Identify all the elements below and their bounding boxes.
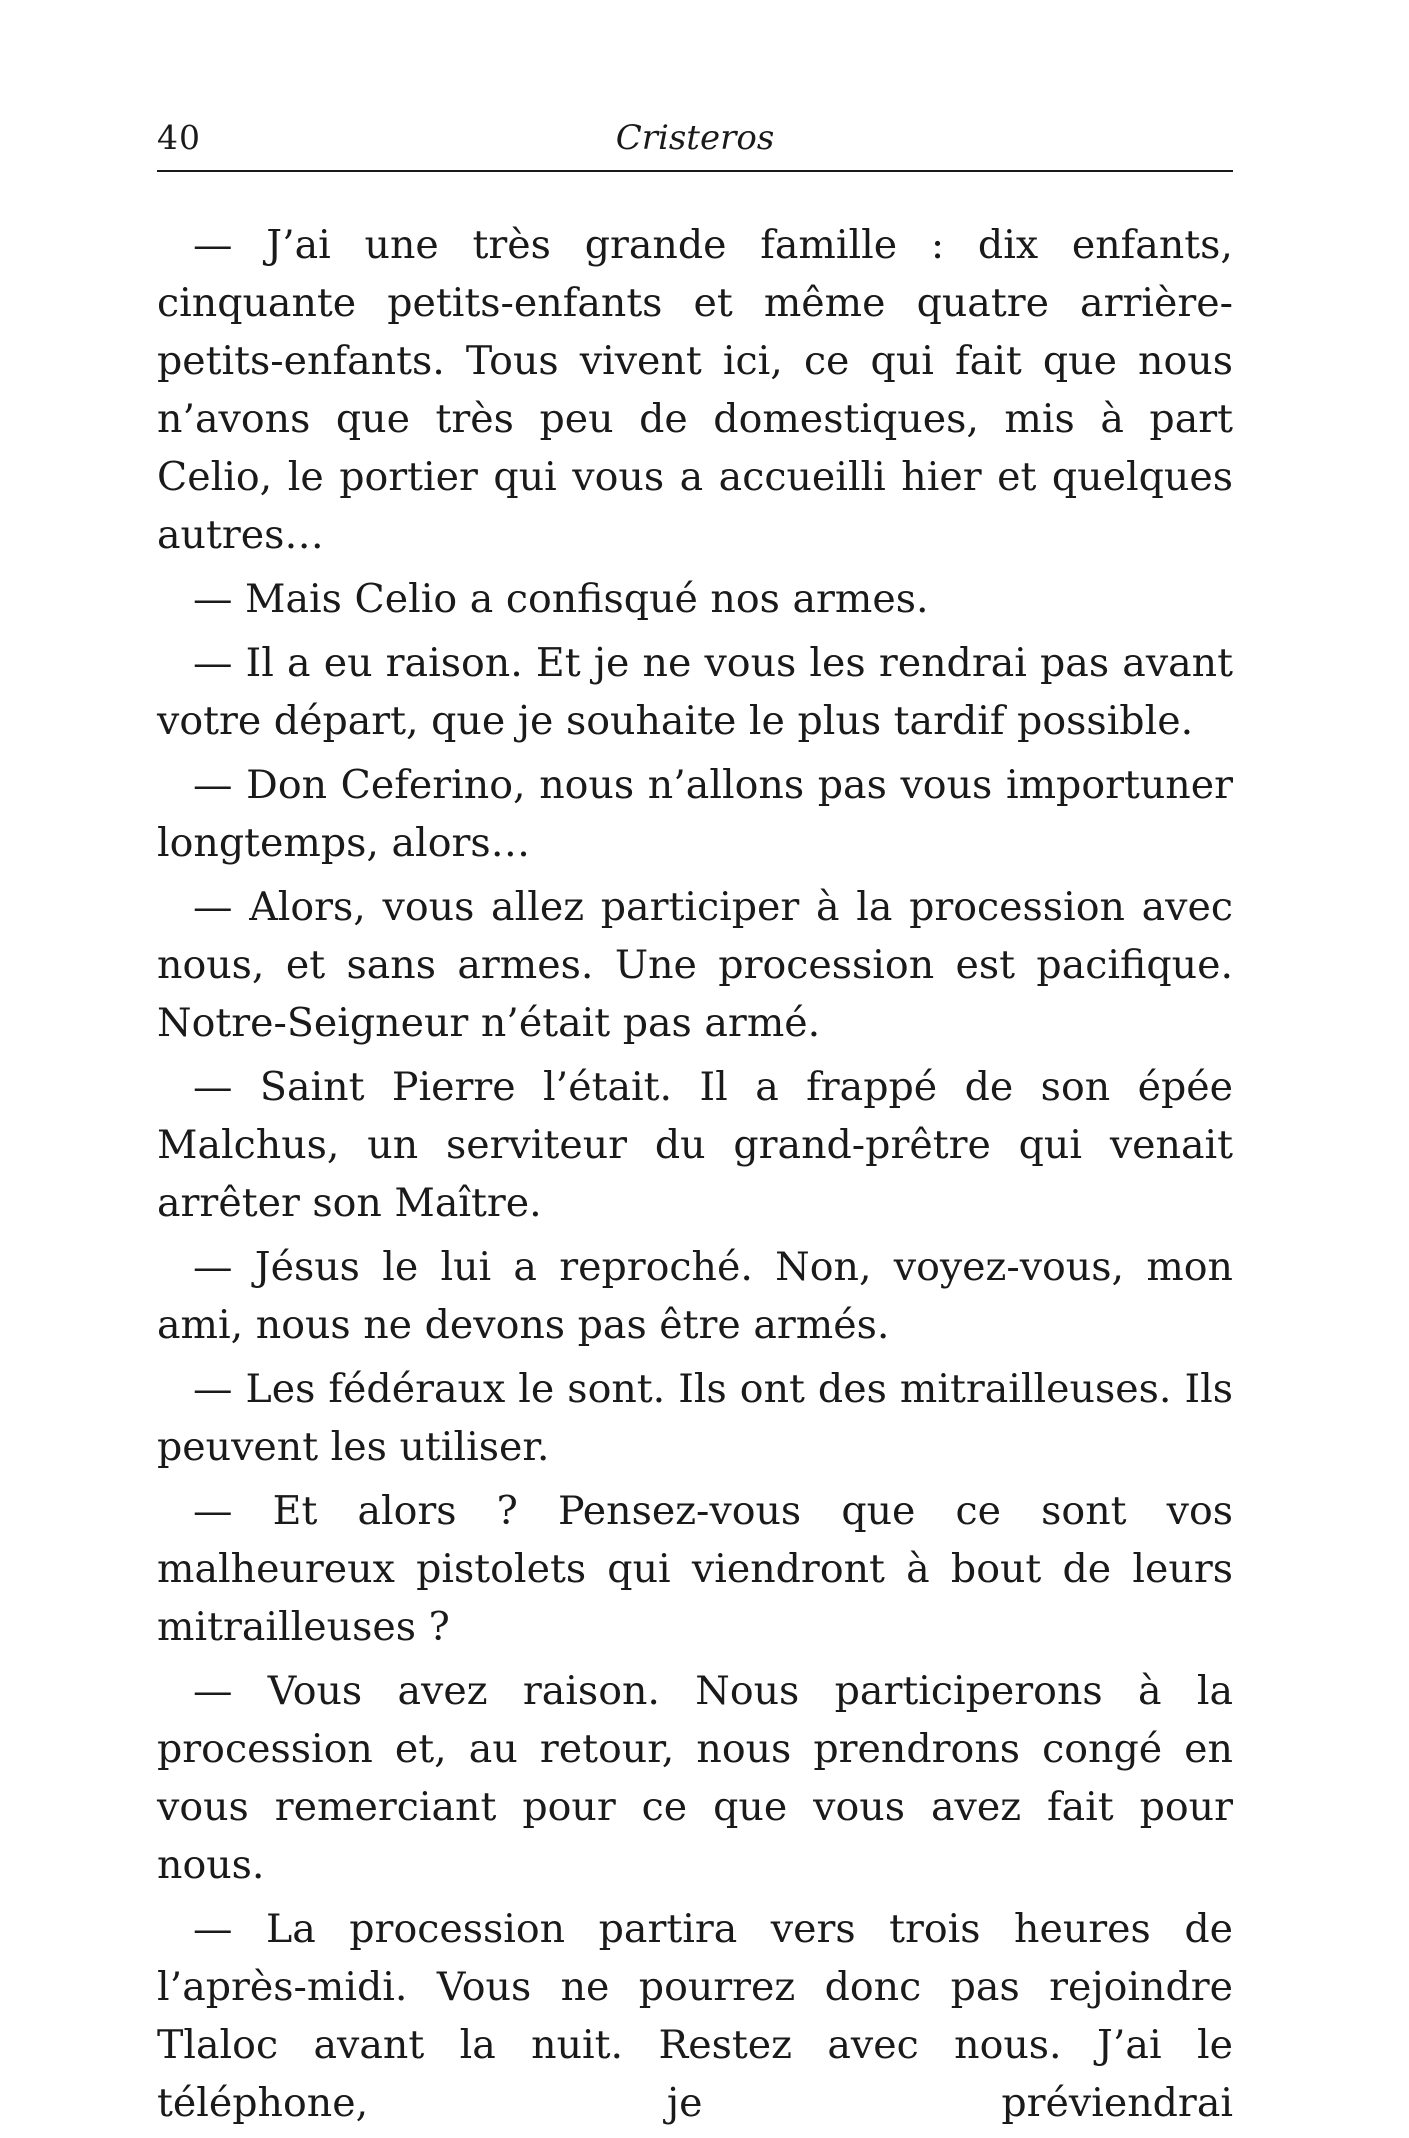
paragraph: — Alors, vous allez participer à la procession avec nous, et sans armes. Une procession est pacifique. Notre-Seigneur n’était pas armé. xyxy=(157,884,1233,1046)
book-page xyxy=(157,110,1233,2138)
paragraph: — J’ai une très grande famille : dix enfants, cinquante petits-enfants et même quatre arrière-petits-enfants. Tous vivent ici, ce qui fait que nous n’avons que très peu de domestiques, mis à part Celio, le portier qui vous a accueilli hier et quelques autres… xyxy=(157,222,1233,558)
book-title: Cristeros xyxy=(615,118,775,158)
running-header xyxy=(157,110,1233,172)
paragraph: — La procession partira vers trois heures de l’après-midi. Vous ne pourrez donc pas rejoindre Tlaloc avant la nuit. Restez avec nous. J’ai le téléphone, je préviendrai xyxy=(157,1906,1233,2126)
paragraph: — Saint Pierre l’était. Il a frappé de son épée Malchus, un serviteur du grand-prêtre qui venait arrêter son Maître. xyxy=(157,1064,1233,1226)
paragraph: — Mais Celio a confisqué nos armes. xyxy=(193,576,929,622)
page-number: 40 xyxy=(157,118,201,157)
body-text xyxy=(157,216,1233,2132)
paragraph: — Jésus le lui a reproché. Non, voyez-vous, mon ami, nous ne devons pas être armés. xyxy=(157,1244,1233,1348)
paragraph: — Don Ceferino, nous n’allons pas vous importuner longtemps, alors… xyxy=(157,762,1233,866)
paragraph: — Il a eu raison. Et je ne vous les rendrai pas avant votre départ, que je souhaite le plus tardif possible. xyxy=(157,640,1233,744)
paragraph: — Les fédéraux le sont. Ils ont des mitrailleuses. Ils peuvent les utiliser. xyxy=(157,1366,1233,1470)
paragraph: — Et alors ? Pensez-vous que ce sont vos malheureux pistolets qui viendront à bout de leurs mitrailleuses ? xyxy=(157,1488,1233,1650)
paragraph: — Vous avez raison. Nous participerons à la procession et, au retour, nous prendrons congé en vous remerciant pour ce que vous avez fait pour nous. xyxy=(157,1668,1233,1888)
